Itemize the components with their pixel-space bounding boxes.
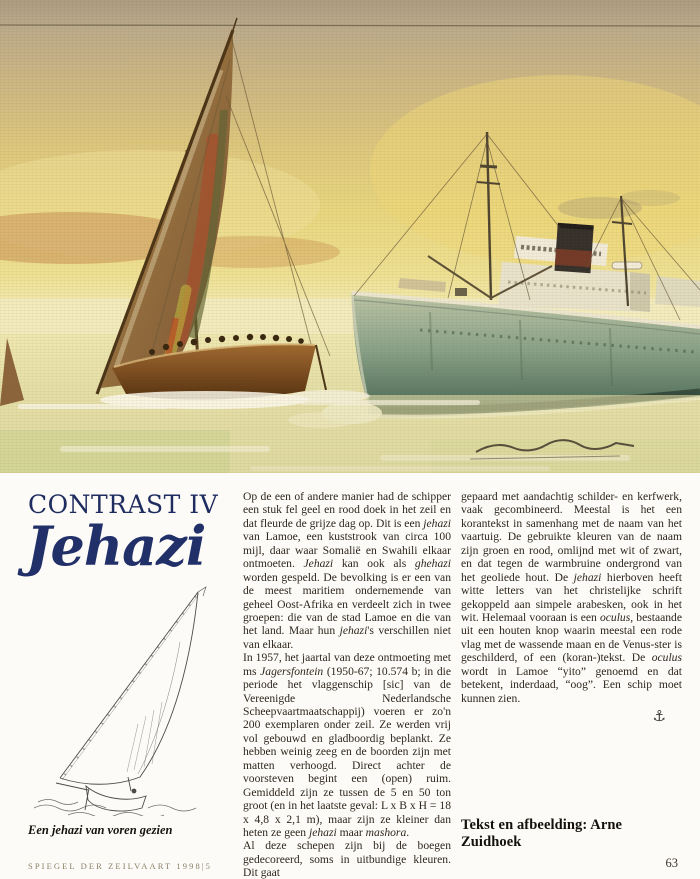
body-column-right (461, 490, 682, 705)
ink-sketch (28, 584, 233, 816)
paragraph: Op de een of andere manier had de schipper een stuk fel geel en rood doek in het zeil en dat fleurde de grijze dag op. Dit is een jehazi van Lamoe, een kuststrook van circa 100 mijl, daar waar Somalië en Swahili elkaar ontmoeten. Jehazi kan ook als ghehazi worden gespeld. De bevolking is er een van de meest maritiem ondernemende van geheel Oost-Afrika en verdeelt zich in twee groepen: die van de stad Lamoe en die van het land. Maar hun jehazi's verschillen niet van elkaar. (243, 490, 452, 651)
paragraph: Al deze schepen zijn bij de boegen gedecoreerd, soms in uitbundige kleuren. Dit gaat (243, 839, 451, 879)
right-column (461, 490, 682, 871)
anchor-icon: ⚓ (652, 707, 666, 725)
ship-funnel (555, 223, 594, 273)
magazine-footer: SPIEGEL DER ZEILVAART 1998|5 (28, 861, 212, 871)
article-title: Jehazi (26, 514, 206, 578)
lifeboat (612, 262, 642, 269)
sketch-caption: Een jehazi van voren gezien (28, 823, 173, 838)
credit-line: Tekst en afbeelding: Arne Zuidhoek (461, 817, 623, 850)
body-column-middle (243, 490, 452, 879)
article-body (0, 473, 700, 879)
paragraph: In 1957, het jaartal van deze ontmoeting met ms Jagersfontein (1950-67; 10.574 b; in die periode het vlaggenschip [sic] van de Vereenigde Nederlandsche Scheepvaartmaatschappij) voeren er zo'n 200 exemplaren onder zeil. Ze werden vrij vol gebouwd en gladboordig beplankt. Ze hebben weinig zeeg en de boorden zijn met matten verhoogd. Direct achter de voorsteven begint een (open) ruim. Gemiddeld zijn ze tussen de 5 en 50 ton groot (en in het laatste geval: L x B x H = 18 x 4,8 x 2,1 m), maar zijn ze kleiner dan heten ze geen jehazi maar mashora. (243, 651, 451, 839)
page-number: 63 (665, 856, 678, 870)
paragraph: gepaard met aandachtig schilder- en kerfwerk, vaak gecombineerd. Meestal is het een korantekst in samenhang met de naam van het vaartuig. De gebruikte kleuren van de naam zijn groen en rood, omlijnd met wit of zwart, en dat tegen de warmbruine ondergrond van het geoliede hout. De jehazi hierboven heeft witte letters van het christelijke schrift gekoppeld aan simpele arabesken, ook in het wit. Helemaal vooraan is een oculus, bestaande uit een houten knop waarin meestal een rode vlag met de wassende maan en de Venus-ster is geschilderd, of een (koran-)tekst. De oculus wordt in Lamoe “yito” genoemd en dat betekent, inderdaad, “oog”. Een schip moet kunnen zien. (461, 490, 683, 705)
article-kicker: CONTRAST IV (28, 490, 219, 519)
jehazi-sketch-drawing (28, 584, 233, 821)
left-column (28, 490, 233, 871)
